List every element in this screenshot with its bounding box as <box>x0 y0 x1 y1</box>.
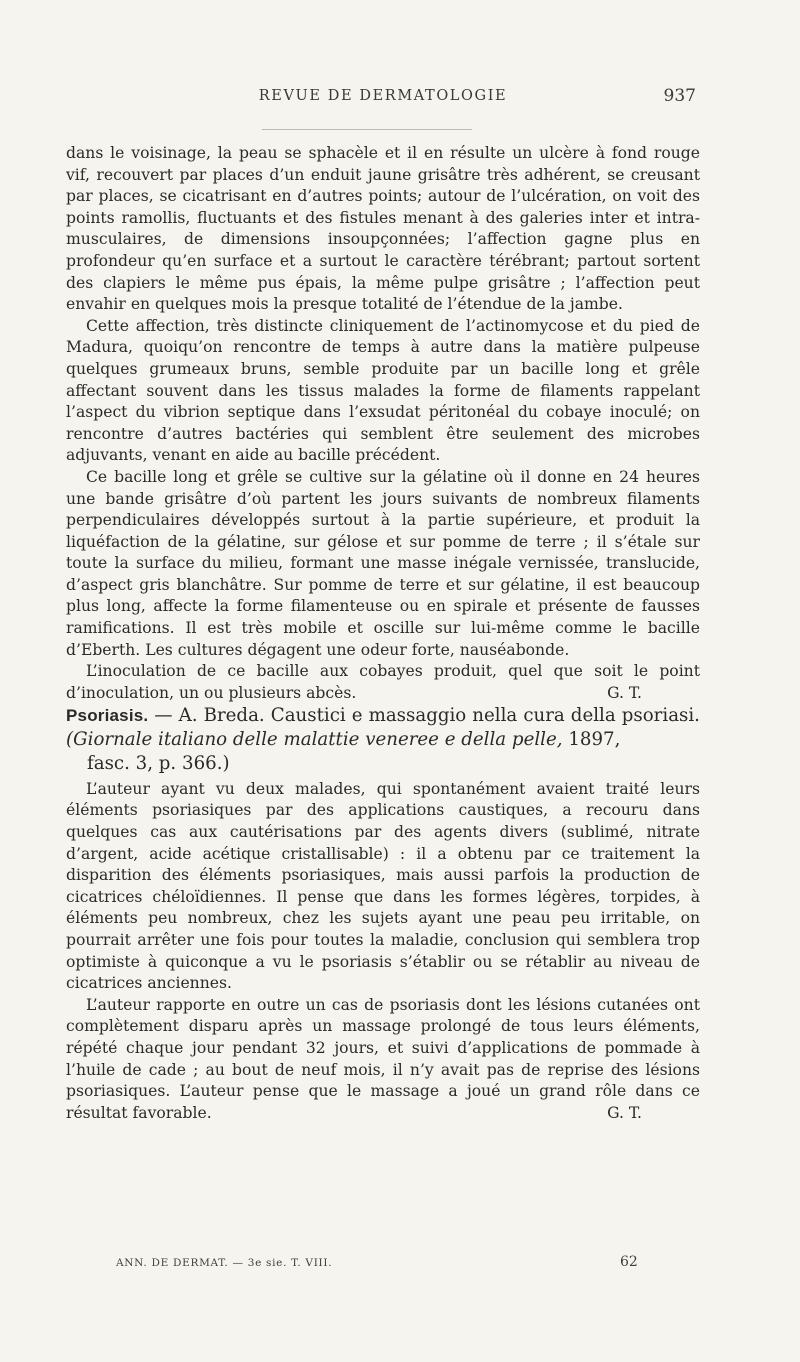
header-rule <box>262 129 472 130</box>
paragraph-6 <box>66 995 700 1125</box>
page-number: 937 <box>663 86 696 106</box>
signature-1: G. T. <box>607 683 642 702</box>
sheet-number: 62 <box>620 1254 638 1270</box>
entry-title: Psoriasis. <box>66 706 149 726</box>
paragraph-1: dans le voisinage, la peau se sphacèle et il en résulte un ulcère à fond rouge vif, recouvert par places d’un enduit jaune grisâtre très adhérent, se creusant par places, se cicatrisant en d’autres points; autour de l’ulcération, on voit des points ramollis, fluctuants et des fistules menant à des galeries inter et intra-musculaires, de dimensions insoupçonnées; l’affection gagne plus en profondeur qu’en surface et a surtout le caractère térébrant; partout sortent des clapiers le même pus épais, la même pulpe grisâtre ; l’affection peut envahir en quelques mois la presque totalité de l’étendue de la jambe. <box>66 144 700 314</box>
paragraph-4-text: L’inoculation de ce bacille aux cobayes produit, quel que soit le point d’inoculation, un ou plusieurs abcès. <box>66 662 700 702</box>
entry-author: A. Breda. <box>178 705 265 727</box>
signature-2: G. T. <box>607 1103 642 1122</box>
paragraph-6-text: L’auteur rapporte en outre un cas de psoriasis dont les lésions cutanées ont complètement disparu après un massage prolongé de tous leurs éléments, répété chaque jour pendant 32 jours, et suivi d’applications de pommade à l’huile de cade ; au bout de neuf mois, il n’y avait pas de reprise des lésions psoriasiques. L’auteur pense que le massage a joué un grand rôle dans ce résultat favorable. <box>66 995 700 1122</box>
entry-article-title: Caustici e massaggio nella cura della psoriasi. <box>270 705 700 727</box>
paragraph-3: Ce bacille long et grêle se cultive sur la gélatine où il donne en 24 heures une bande grisâtre d’où partent les jours suivants de nombreux filaments perpendiculaires développés surtout à la partie supérieure, et produit la liquéfaction de la gélatine, sur gélose et sur pomme de terre ; il s’étale sur toute la surface du milieu, formant une masse inégale vernissée, translucide, d’aspect gris blanchâtre. Sur pomme de terre et sur gélatine, il est beaucoup plus long, affecte la forme filamenteuse ou en spirale et présente de fausses ramifications. Il est très mobile et oscille sur lui-même comme le bacille d’Eberth. Les cultures dégagent une odeur forte, nauséabonde. <box>66 467 700 659</box>
article-body <box>66 143 700 1124</box>
bibliography-entry <box>66 704 700 775</box>
page-header <box>66 88 700 112</box>
paragraph-2: Cette affection, très distincte cliniquement de l’actinomycose et du pied de Madura, quoiqu’on rencontre de temps à autre dans la matière pulpeuse quelques grumeaux bruns, semble produite par un bacille long et grêle affectant souvent dans les tissus malades la forme de filaments rappelant l’aspect du vibrion septique dans l’exsudat péritonéal du cobaye inoculé; on rencontre d’autres bactéries qui semblent être seulement des microbes adjuvants, venant en aide au bacille précédent. <box>66 316 700 465</box>
entry-dash: — <box>154 705 173 727</box>
entry-fasc: fasc. 3, p. 366.) <box>87 753 230 775</box>
running-title: REVUE DE DERMATOLOGIE <box>258 88 508 104</box>
page-footer <box>66 1254 700 1274</box>
footer-imprint: ANN. DE DERMAT. — 3e sie. T. VIII. <box>116 1257 333 1269</box>
paragraph-4 <box>66 661 700 704</box>
paragraph-5: L’auteur ayant vu deux malades, qui spontanément avaient traité leurs éléments psoriasiques par des applications caustiques, a recouru dans quelques cas aux cautérisations par des agents divers (sublimé, nitrate d’argent, acide acétique cristallisable) : il a obtenu par ce traitement la disparition des éléments psoriasiques, mais aussi parfois la production de cicatrices chéloïdiennes. Il pense que dans les formes légères, torpides, à éléments peu nombreux, chez les sujets ayant une peau peu irritable, on pourrait arrêter une fois pour toutes la maladie, conclusion qui semblera trop optimiste à quiconque a vu le psoriasis s’établir ou se rétablir au niveau de cicatrices anciennes. <box>66 779 700 993</box>
entry-year: 1897, <box>568 729 621 751</box>
entry-source: (Giornale italiano delle malattie veneree e della pelle, <box>66 729 563 751</box>
